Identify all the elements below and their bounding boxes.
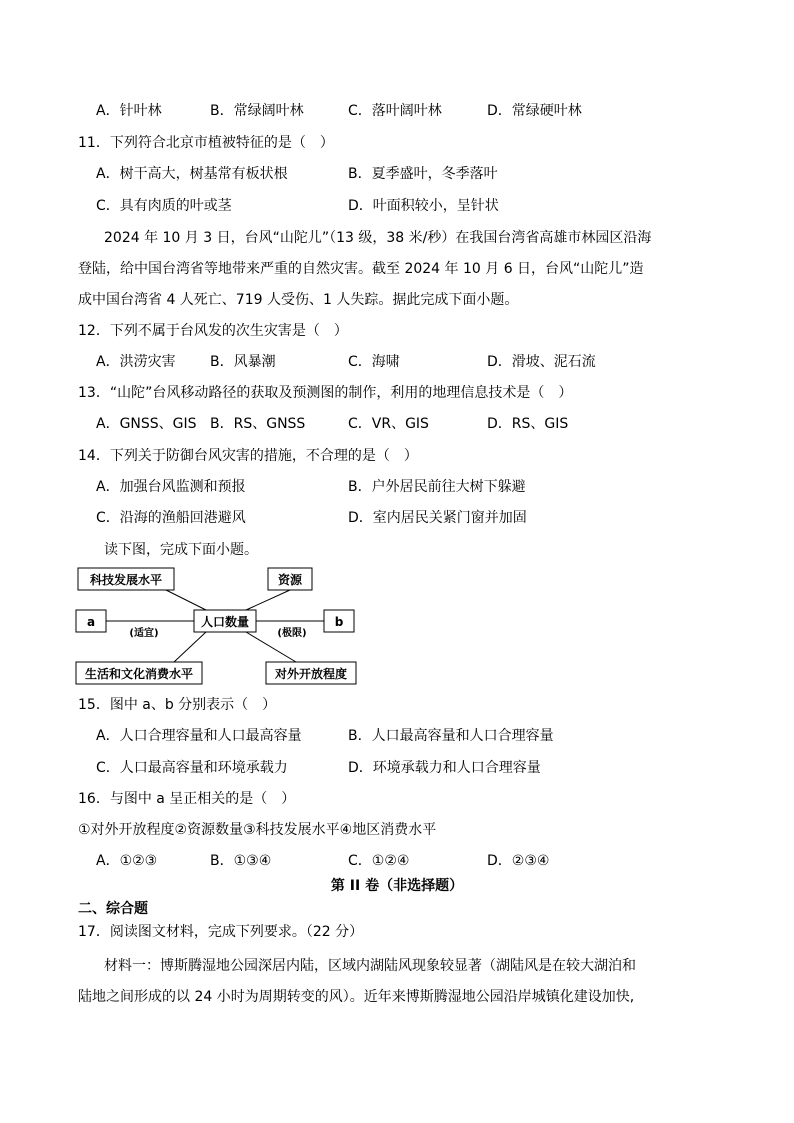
- q15-option-a: A．人口合理容量和人口最高容量: [96, 728, 302, 744]
- q15-option-b: B．人口最高容量和人口合理容量: [348, 728, 554, 744]
- b-label: b: [334, 615, 344, 629]
- suitable-label: (适宜): [129, 628, 159, 639]
- material-line-2: 登陆，给中国台湾省等地带来严重的自然灾害。截至 2024 年 10 月 6 日，台风“山陀儿”造: [78, 261, 644, 277]
- q16-stem: 16．与图中 a 呈正相关的是（ ）: [78, 791, 296, 807]
- tech-label: 科技发展水平: [89, 573, 163, 587]
- q11-option-a: A．树干高大，树基常有板状根: [96, 166, 288, 182]
- q12-option-b: B．风暴潮: [210, 354, 276, 370]
- q14-stem: 14．下列关于防御台风灾害的措施，不合理的是（ ）: [78, 448, 418, 464]
- opening-label: 对外开放程度: [274, 667, 348, 681]
- living-label: 生活和文化消费水平: [84, 667, 194, 681]
- a-label: a: [86, 615, 96, 629]
- part2-title: 第 II 卷（非选择题）: [330, 878, 464, 894]
- q15-option-c: C．人口最高容量和环境承载力: [96, 760, 288, 776]
- q16-option-c: C．①②④: [348, 853, 410, 869]
- q11-option-d: D．叶面积较小，呈针状: [348, 198, 499, 214]
- q15-option-d: D．环境承载力和人口合理容量: [348, 760, 541, 776]
- q17-stem: 17．阅读图文材料，完成下列要求。（22 分）: [78, 924, 364, 940]
- q12-option-c: C．海啸: [348, 354, 400, 370]
- q15-stem: 15．图中 a、b 分别表示（ ）: [78, 697, 277, 713]
- q13-option-d: D．RS、GIS: [487, 416, 569, 432]
- q10-option-b: B．常绿阔叶林: [210, 103, 304, 119]
- q14-option-d: D．室内居民关紧门窗并加固: [348, 510, 527, 526]
- material-line-1: 2024 年 10 月 3 日，台风“山陀儿”（13 级，38 米/秒）在我国台湾省高雄市林园区沿海: [104, 230, 652, 246]
- q16-option-b: B．①③④: [210, 853, 272, 869]
- q14-option-c: C．沿海的渔船回港避风: [96, 510, 246, 526]
- q11-stem: 11．下列符合北京市植被特征的是（ ）: [78, 135, 334, 151]
- population-capacity-diagram: [70, 564, 360, 688]
- material-line-3: 成中国台湾省 4 人死亡、719 人受伤、1 人失踪。据此完成下面小题。: [78, 292, 519, 308]
- resources-label: 资源: [277, 573, 303, 587]
- q13-option-a: A．GNSS、GIS: [96, 416, 197, 432]
- q14-option-b: B．户外居民前往大树下躲避: [348, 479, 526, 495]
- center-label: 人口数量: [200, 615, 250, 629]
- q17-material-line-1: 材料一：博斯腾湿地公园深居内陆，区域内湖陆风现象较显著（湖陆风是在较大湖泊和: [104, 958, 636, 974]
- q16-option-a: A．①②③: [96, 853, 158, 869]
- q10-option-c: C．落叶阔叶林: [348, 103, 442, 119]
- q14-option-a: A．加强台风监测和预报: [96, 479, 246, 495]
- limit-label: (极限): [277, 628, 307, 639]
- section-title: 二、综合题: [78, 901, 148, 917]
- q16-option-d: D．②③④: [487, 853, 550, 869]
- q13-option-b: B．RS、GNSS: [210, 416, 306, 432]
- q11-option-c: C．具有肉质的叶或茎: [96, 198, 232, 214]
- diagram-intro: 读下图，完成下面小题。: [104, 542, 258, 558]
- q10-option-a: A．针叶林: [96, 103, 162, 119]
- q12-stem: 12．下列不属于台风发的次生灾害是（ ）: [78, 323, 348, 339]
- q16-items: ①对外开放程度②资源数量③科技发展水平④地区消费水平: [78, 822, 437, 838]
- q17-material-line-2: 陆地之间形成的以 24 小时为周期转变的风）。近年来博斯腾湿地公园沿岸城镇化建设加快,: [78, 989, 635, 1005]
- q11-option-b: B．夏季盛叶，冬季落叶: [348, 166, 498, 182]
- q10-option-d: D．常绿硬叶林: [487, 103, 582, 119]
- q12-option-a: A．洪涝灾害: [96, 354, 176, 370]
- q13-stem: 13．“山陀”台风移动路径的获取及预测图的制作，利用的地理信息技术是（ ）: [78, 385, 573, 401]
- q13-option-c: C．VR、GIS: [348, 416, 429, 432]
- q12-option-d: D．滑坡、泥石流: [487, 354, 596, 370]
